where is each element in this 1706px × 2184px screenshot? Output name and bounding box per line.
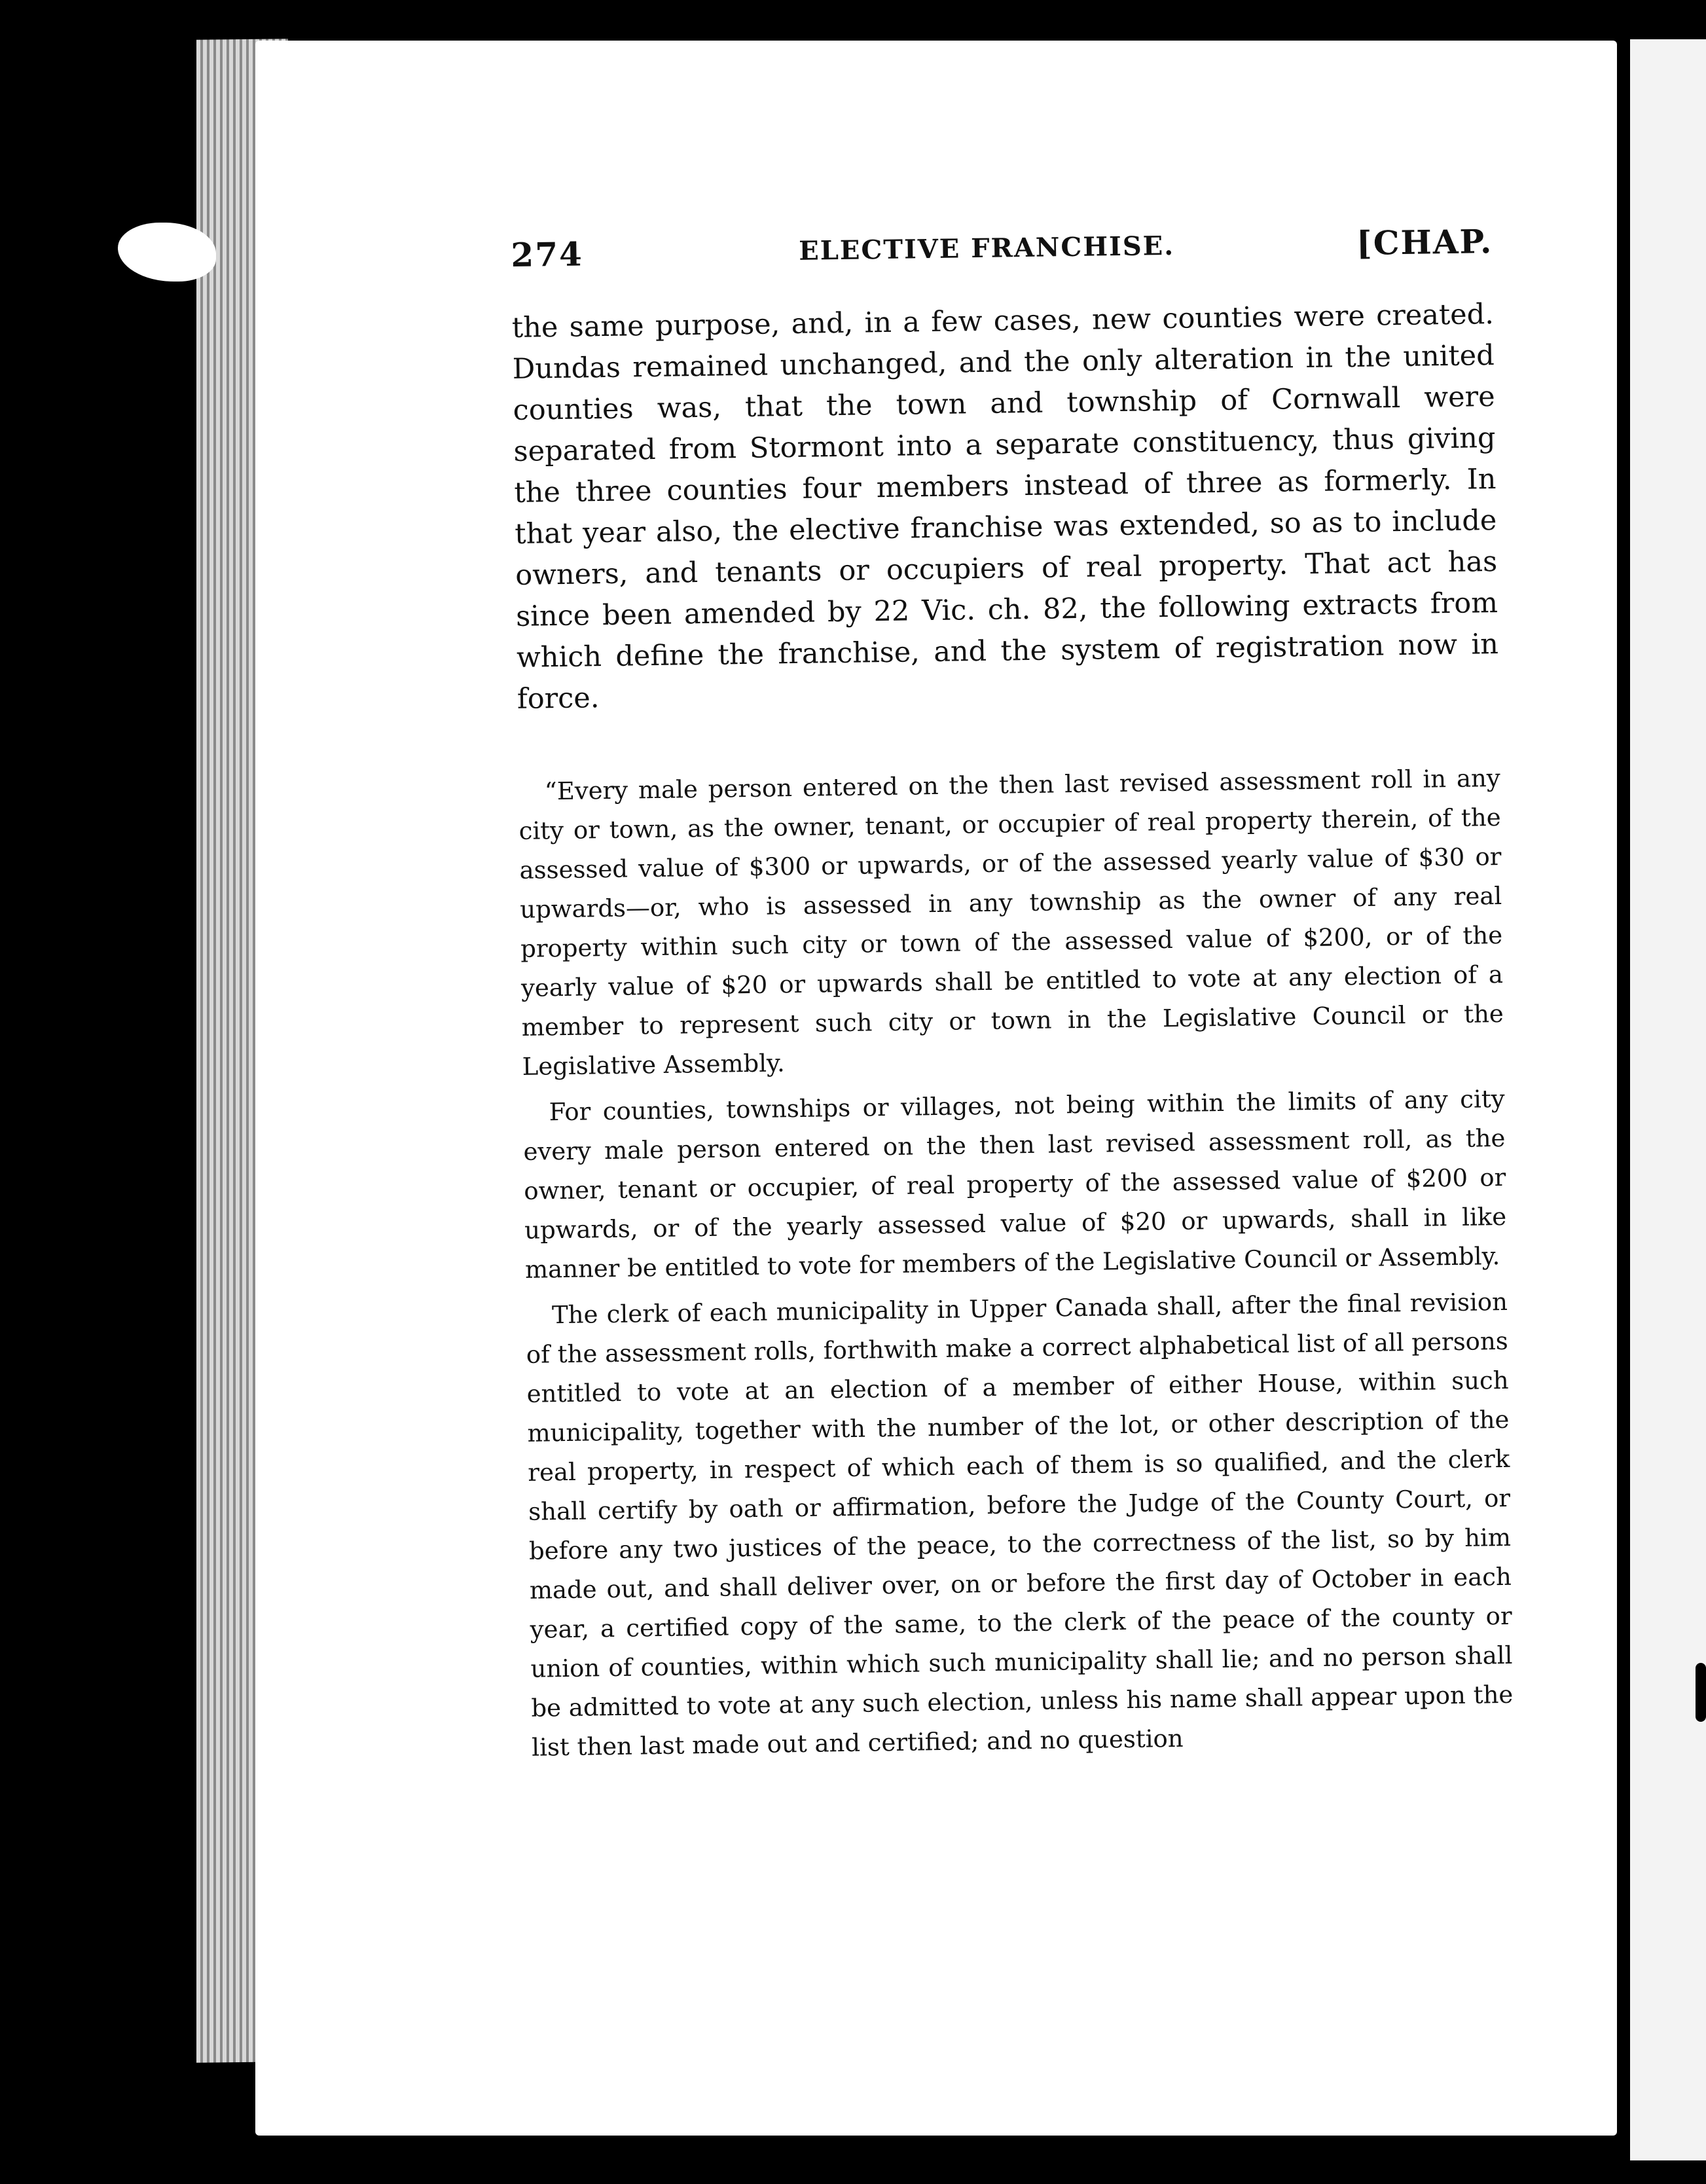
statute-extract: [518, 759, 1514, 1768]
main-text: [512, 294, 1500, 720]
main-paragraph: the same purpose, and, in a few cases, new counties were created. Dundas remained unchanged, and the only alteration in the united counties was, that the town and township of Cornwall were separated from Stormont into a separate constituency, thus giving the three counties four members instead of three as formerly. In that year also, the elective franchise was extended, so as to include owners, and tenants or occupiers of real property. That act has since been amended by 22 Vic. ch. 82, the following extracts from which define the franchise, and the system of registration now in force.: [511, 298, 1499, 716]
quote-paragraph-2: For counties, townships or villages, not being within the limits of any city every male person entered on the then last revised assessment roll, as the owner, tenant or occupier, of real property of the assessed value of $200 or upwards, or of the yearly assessed value of $20 or upwards, shall in like manner be entitled to vote for members of the Legislative Council or Assembly.: [523, 1084, 1507, 1284]
page-number: 274: [511, 234, 584, 274]
running-title: ELECTIVE FRANCHISE.: [799, 230, 1175, 266]
scan-artifact: [1696, 1663, 1706, 1722]
scan-blot: [118, 223, 216, 282]
quote-paragraph-1: “Every male person entered on the then last revised assessment roll in any city or town, as the owner, tenant, or occupier of real property therein, of the assessed value of $300 or upwards, or of the assessed yearly value of $30 or upwards—or, who is assessed in any township as the owner of any real property within such city or town of the assessed value of $200, or of the yearly value of $20 or upwards shall be entitled to vote at any election of a member to represent such city or town in the Legislative Council or the Legislative Assembly.: [518, 763, 1504, 1081]
quote-paragraph-3: The clerk of each municipality in Upper Canada shall, after the final revision of the assessment rolls, forthwith make a correct alphabetical list of all persons entitled to vote at an election of a member of either House, within such municipality, together with the number of the lot, or other description of the real property, in respect of which each of them is so qualified, and the clerk shall certify by oath or affirmation, before the Judge of the County Court, or before any two justices of the peace, to the correctness of the list, so by him made out, and shall deliver over, on or before the first day of October in each year, a certified copy of the same, to the clerk of the peace of the county or union of counties, within which such municipality shall lie; and no person shall be admitted to vote at any such election, unless his name shall appear upon the list then last made out and certified; and no question: [526, 1287, 1514, 1762]
page-content: [511, 222, 1514, 1774]
chapter-marker: [CHAP.: [1356, 222, 1493, 263]
facing-page-edge: [1624, 39, 1706, 2160]
